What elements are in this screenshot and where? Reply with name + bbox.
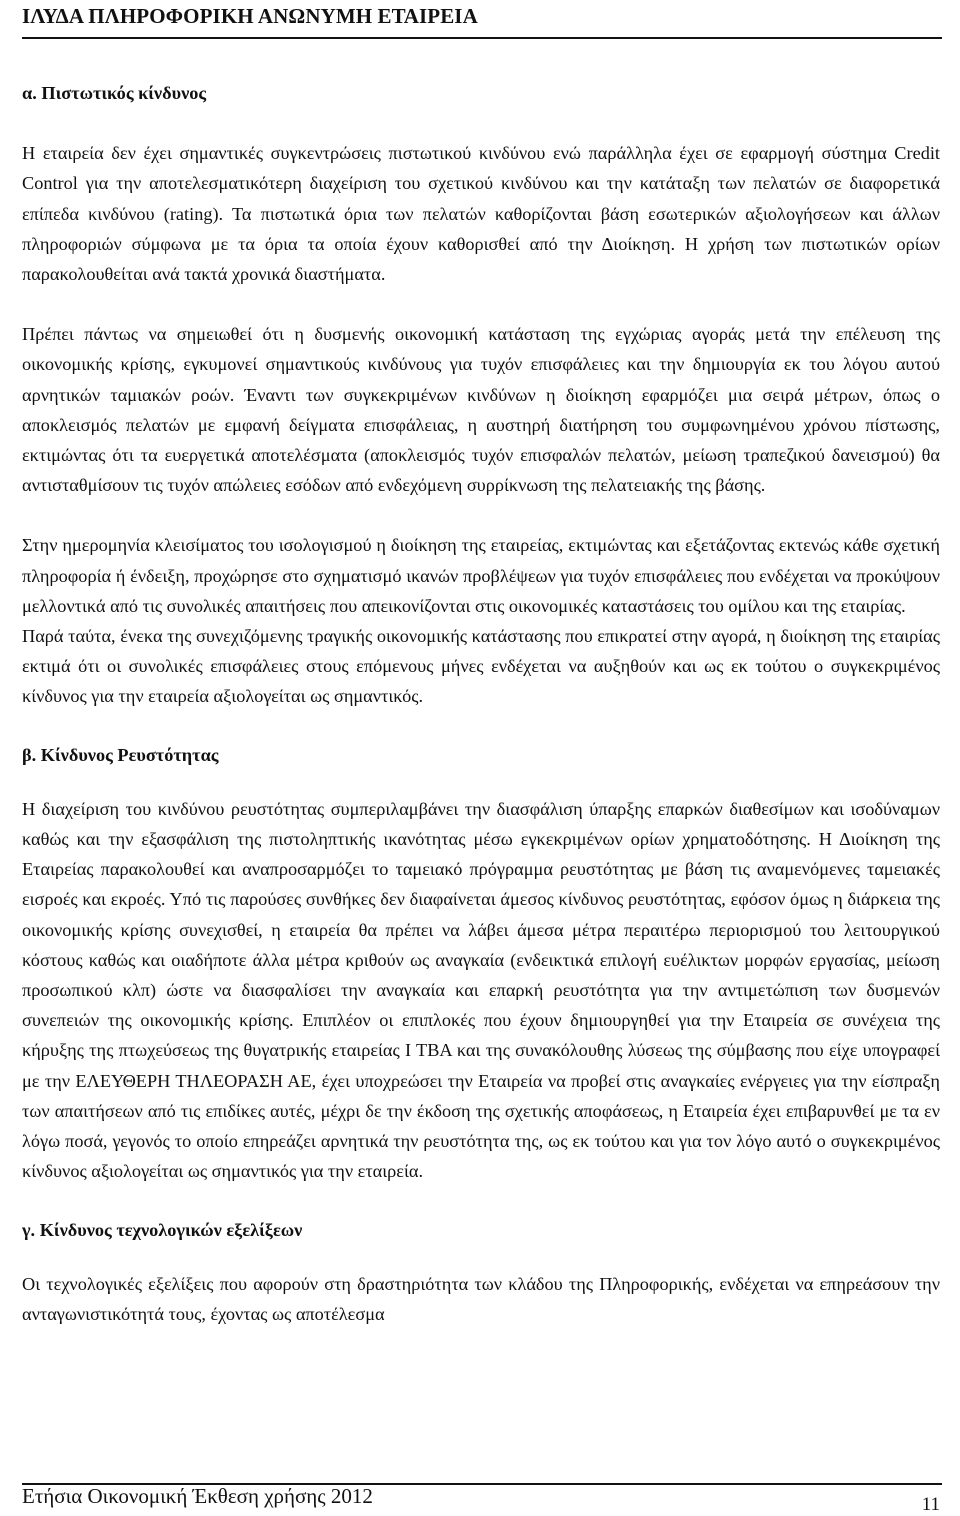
credit-risk-heading: α. Πιστωτικός κίνδυνος: [22, 83, 207, 103]
technology-risk-heading: γ. Κίνδυνος τεχνολογικών εξελίξεων: [22, 1219, 303, 1240]
liquidity-risk-heading: β. Κίνδυνος Ρευστότητας: [22, 744, 219, 765]
document-body: [22, 78, 940, 1329]
header-divider: [22, 37, 942, 39]
liquidity-risk-paragraph: Η διαχείριση του κινδύνου ρευστότητας συμπεριλαμβάνει την διασφάλιση ύπαρξης επαρκών διαθεσίμων και ισοδύναμων καθώς και την εξασφάλιση της πιστοληπτικής ικανότητας μέσω εγκεκριμένων ορίων χρηματοδότησης. Η Διοίκηση της Εταιρείας παρακολουθεί και αναπροσαρμόζει το ταμειακό πρόγραμμα ρευστότητας με βάση τις αναμενόμενες ταμειακές εισροές και εκροές. Υπό τις παρούσες συνθήκες δεν διαφαίνεται άμεσος κίνδυνος ρευστότητας, εφόσον όμως η διάρκεια της οικονομικής κρίσης συνεχισθεί, η εταιρεία θα πρέπει να λάβει άμεσα μέτρα περαιτέρω περιορισμού του λειτουργικού κόστους καθώς και οιαδήποτε άλλα μέτρα κριθούν ως αναγκαία (ενδεικτικά επιλογή ευέλικτων μορφών εργασίας, μείωση προσωπικού κλπ) ώστε να διασφαλίσει την αναγκαία και επαρκή ρευστότητα για την αντιμετώπιση των δυσμενών συνεπειών της οικονομικής κρίσης. Επιπλέον οι επιπλοκές που έχουν δημιουργηθεί για την Εταιρεία σε συνέχεια της κήρυξης της πτωχεύσεως της θυγατρικής εταιρείας I TBA και της συνακόλουθης λύσεως της σύμβασης που είχε υπογραφεί με την ΕΛΕΥΘΕΡΗ ΤΗΛΕΟΡΑΣΗ ΑΕ, έχει υποχρεώσει την Εταιρεία να προβεί στις αναγκαίες ενέργειες για την είσπραξη των απαιτήσεων από τις επιδίκες αυτές, μέχρι δε την έκδοση της σχετικής αποφάσεως, η Εταιρεία έχει επιβαρυνθεί με τα εν λόγω ποσά, γεγονός το οποίο επηρεάζει αρνητικά την ρευστότητα της, ως εκ τούτου και για τον λόγο αυτό ο συγκεκριμένος κίνδυνος αξιολογείται ως σημαντικός για την εταιρεία.: [22, 798, 940, 1182]
credit-risk-paragraph-1: Η εταιρεία δεν έχει σημαντικές συγκεντρώσεις πιστωτικού κινδύνου ενώ παράλληλα έχει σε εφαρμογή σύστημα Credit Control για την αποτελεσματικότερη διαχείριση του σχετικού κινδύνου και την κατάταξη των πελατών σε διαφορετικά επίπεδα κινδύνου (rating). Τα πιστωτικά όρια των πελατών καθορίζονται βάση εσωτερικών αξιολογήσεων και άλλων πληροφοριών σύμφωνα με τα όρια τα οποία έχουν καθορισθεί από την Διοίκηση. Η χρήση των πιστωτικών ορίων παρακολουθείται ανά τακτά χρονικά διαστήματα.: [22, 143, 940, 285]
credit-risk-paragraph-3: Στην ημερομηνία κλεισίματος του ισολογισμού η διοίκηση της εταιρείας, εκτιμώντας και εξετάζοντας εκτενώς κάθε σχετική πληροφορία ή ένδειξη, προχώρησε στο σχηματισμό ικανών προβλέψεων για τυχόν επισφάλειες που ενδέχεται να προκύψουν μελλοντικά από τις συνολικές απαιτήσεις που απεικονίζονται στις οικονομικές καταστάσεις του ομίλου και της εταιρίας.: [22, 535, 940, 616]
credit-risk-paragraph-2: Πρέπει πάντως να σημειωθεί ότι η δυσμενής οικονομική κατάσταση της εγχώριας αγοράς μετά την επέλευση της οικονομικής κρίσης, εγκυμονεί σημαντικούς κινδύνους για τυχόν επισφάλειες και την δημιουργία εκ του λόγου αυτού αρνητικών ταμιακών ροών. Έναντι των συγκεκριμένων κινδύνων η διοίκηση εφαρμόζει μια σειρά μέτρων, όπως ο αποκλεισμός πελατών με εμφανή δείγματα επισφάλειας, η αυστηρή διατήρηση του συμφωνημένου χρόνου πίστωσης, εκτιμώντας ότι τα ευεργετικά αποτελέσματα (αποκλεισμός τυχόν επισφαλών πελατών, μείωση τραπεζικού δανεισμού) θα αντισταθμίσουν τις τυχόν απώλειες εσόδων από ενδεχόμενη συρρίκνωση της πελατειακής της βάσης.: [22, 324, 940, 496]
credit-risk-paragraph-4: Παρά ταύτα, ένεκα της συνεχιζόμενης τραγικής οικονομικής κατάστασης που επικρατεί στην αγορά, η διοίκηση της εταιρίας εκτιμά ότι οι συνολικές επισφάλειες στους επόμενους μήνες ενδέχεται να αυξηθούν και ως εκ τούτου ο συγκεκριμένος κίνδυνος για την εταιρεία αξιολογείται ως σημαντικός.: [22, 626, 940, 707]
report-title: Ετήσια Οικονομική Έκθεση χρήσης 2012: [22, 1484, 373, 1508]
technology-risk-paragraph: Οι τεχνολογικές εξελίξεις που αφορούν στη δραστηριότητα των κλάδου της Πληροφορικής, ενδέχεται να επηρεάσουν την ανταγωνιστικότητά τους, έχοντας ως αποτέλεσμα: [22, 1273, 940, 1324]
page-number: 11: [921, 1494, 940, 1515]
company-header: ΙΛΥΔΑ ΠΛΗΡΟΦΟΡΙΚΗ ΑΝΩΝΥΜΗ ΕΤΑΙΡΕΙΑ: [22, 4, 478, 28]
